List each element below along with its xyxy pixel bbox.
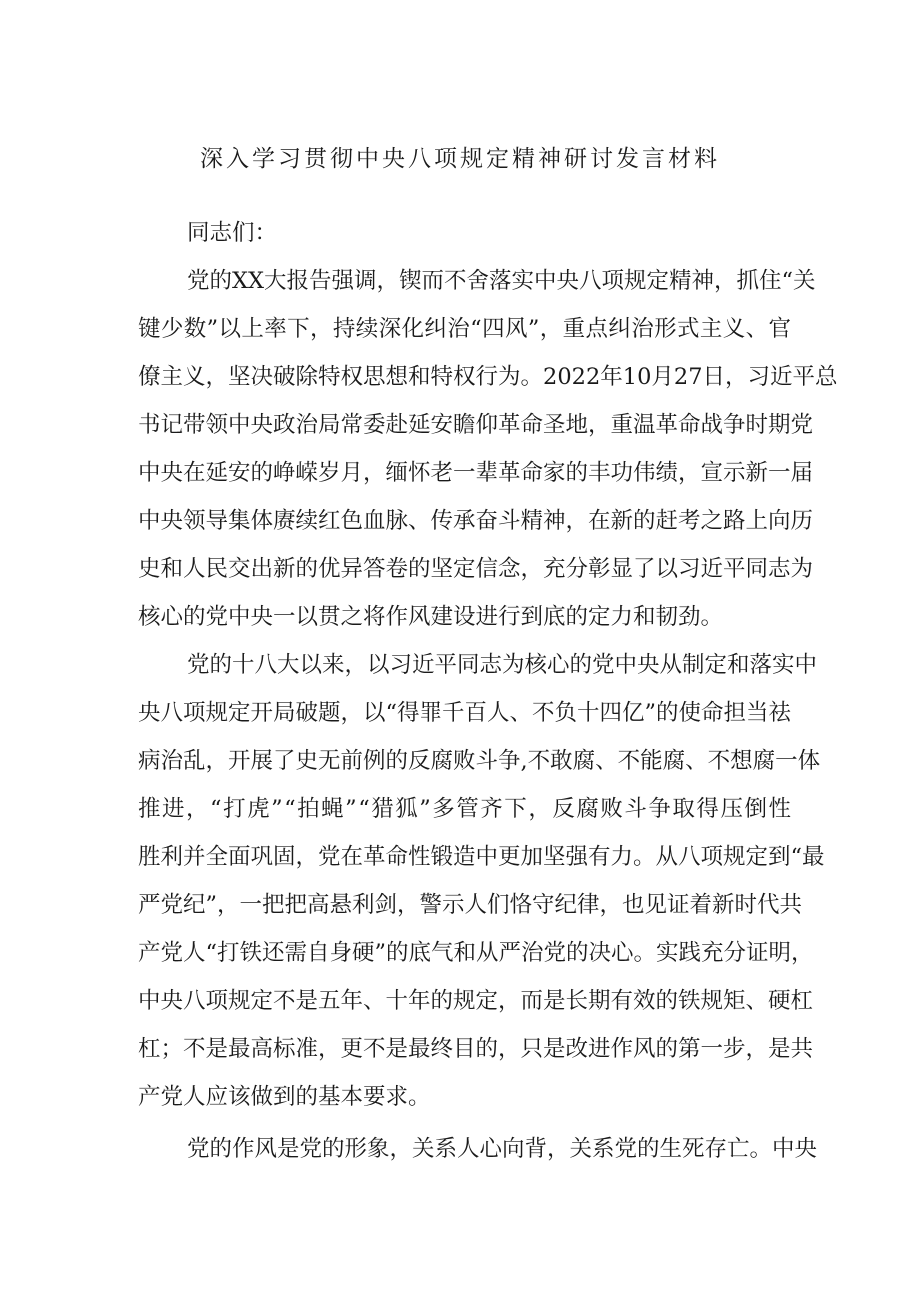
paragraph-line: 杠；不是最高标准，更不是最终目的，只是改进作风的第一步，是共 (138, 1036, 814, 1062)
paragraph-line: 推进，“打虎”“拍蝇”“猎狐”多管齐下，反腐败斗争取得压倒性 (138, 796, 793, 822)
paragraph-line: 党的作风是党的形象，关系人心向背，关系党的生死存亡。中央 (187, 1136, 818, 1162)
paragraph-line: 产党人应该做到的基本要求。 (138, 1084, 431, 1110)
paragraph-line: 严党纪”，一把把高悬利剑，警示人们恪守纪律，也见证着新时代共 (138, 892, 803, 918)
paragraph-line: 僚主义，坚决破除特权思想和特权行为。2022年10月27日，习近平总 (138, 364, 838, 390)
paragraph-line: 中央在延安的峥嵘岁月，缅怀老一辈革命家的丰功伟绩，宣示新一届 (138, 460, 814, 486)
paragraph-line: 核心的党中央一以贯之将作风建设进行到底的定力和韧劲。 (138, 604, 724, 630)
paragraph-line: 键少数”以上率下，持续深化纠治“四风”，重点纠治形式主义、官 (138, 316, 792, 342)
salutation: 同志们： (187, 220, 278, 246)
paragraph-line: 央八项规定开局破题，以“得罪千百人、不负十四亿”的使命担当祛 (138, 700, 792, 726)
paragraph-line: 史和人民交出新的优异答卷的坚定信念，充分彰显了以习近平同志为 (138, 556, 814, 582)
paragraph-line: 胜利并全面巩固，党在革命性锻造中更加坚强有力。从八项规定到“最 (138, 844, 825, 870)
paragraph-line: 中央领导集体赓续红色血脉、传承奋斗精神，在新的赶考之路上向历 (138, 508, 814, 534)
paragraph-line: 书记带领中央政治局常委赴延安瞻仰革命圣地，重温革命战争时期党 (138, 412, 814, 438)
paragraph-line: 产党人“打铁还需自身硬”的底气和从严治党的决心。实践充分证明， (138, 940, 814, 966)
document-title: 深入学习贯彻中央八项规定精神研讨发言材料 (200, 146, 720, 172)
paragraph-line: 党的XX大报告强调，锲而不舍落实中央八项规定精神，抓住“关 (187, 268, 816, 294)
paragraph-line: 中央八项规定不是五年、十年的规定，而是长期有效的铁规矩、硬杠 (138, 988, 814, 1014)
paragraph-line: 病治乱，开展了史无前例的反腐败斗争,不敢腐、不能腐、不想腐一体 (138, 748, 821, 774)
paragraph-line: 党的十八大以来，以习近平同志为核心的党中央从制定和落实中 (187, 652, 818, 678)
